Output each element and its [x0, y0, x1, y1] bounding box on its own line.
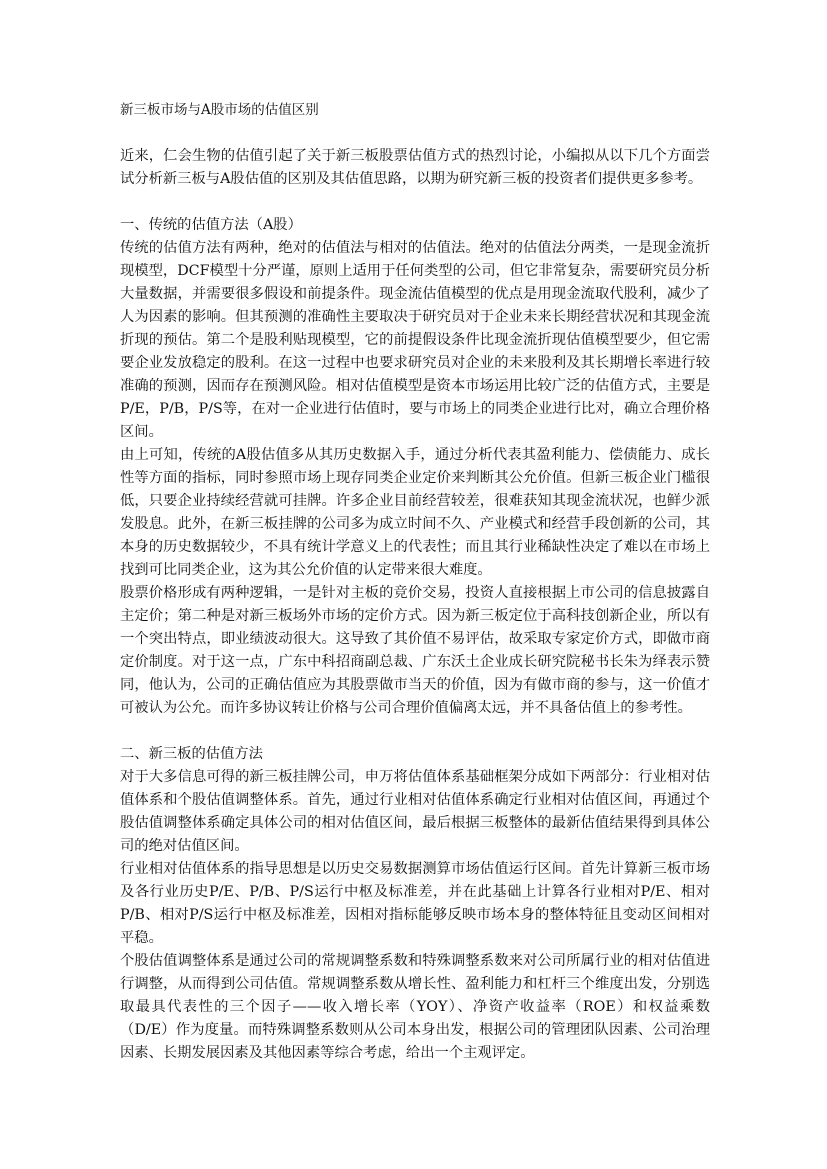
section-2-paragraph: 对于大多信息可得的新三板挂牌公司，申万将估值体系基础框架分成如下两部分：行业相对估值体系和个股估值调整体系。首先，通过行业相对估值体系确定行业相对估值区间，再通过个股估值调整体系确定具体公司的相对估值区间，最后根据三板整体的最新估值结果得到具体公司的绝对估值区间。: [120, 769, 710, 854]
document-page: [120, 99, 710, 1065]
paragraph-gap: [120, 191, 710, 214]
section-1-paragraph: 股票价格形成有两种逻辑，一是针对主板的竞价交易，投资人直接根据上市公司的信息披露自主定价；第二种是对新三板场外市场的定价方式。因为新三板定位于高科技创新企业，所以有一个突出特点，即业绩波动很大。这导致了其价值不易评估，故采取专家定价方式，即做市商定价制度。对于这一点，广东中科招商副总裁、广东沃土企业成长研究院秘书长朱为绎表示赞同，他认为，公司的正确估值应为其股票做市当天的价值，因为有做市商的参与，这一价值才可被认为公允。而许多协议转让价格与公司合理价值偏离太远，并不具备估值上的参考性。: [120, 585, 710, 716]
section-1-paragraph: 传统的估值方法有两种，绝对的估值法与相对的估值法。绝对的估值法分两类，一是现金流折现模型，DCF模型十分严谨，原则上适用于任何类型的公司，但它非常复杂，需要研究员分析大量数据，并需要很多假设和前提条件。现金流估值模型的优点是用现金流取代股利，减少了人为因素的影响。但其预测的准确性主要取决于研究员对于企业未来长期经营状况和其现金流折现的预估。第二个是股利贴现模型，它的前提假设条件比现金流折现估值模型要少，但它需要企业发放稳定的股利。在这一过程中也要求研究员对企业的未来股利及其长期增长率进行较准确的预测，因而存在预测风险。相对估值模型是资本市场运用比较广泛的估值方式，主要是P/E，P/B，P/S等，在对一企业进行估值时，要与市场上的同类企业进行比对，确立合理价格区间。: [120, 240, 710, 440]
section-2-paragraph: 行业相对估值体系的指导思想是以历史交易数据测算市场估值运行区间。首先计算新三板市场及各行业历史P/E、P/B、P/S运行中枢及标准差，并在此基础上计算各行业相对P/E、相对P/B、相对P/S运行中枢及标准差，因相对指标能够反映市场本身的整体特征且变动区间相对平稳。: [120, 861, 710, 946]
section-1-heading: 一、传统的估值方法（A股）: [120, 217, 302, 233]
paragraph-gap: [120, 720, 710, 743]
document-title: 新三板市场与A股市场的估值区别: [120, 102, 319, 118]
section-2-paragraph: 个股估值调整体系是通过公司的常规调整系数和特殊调整系数来对公司所属行业的相对估值进行调整，从而得到公司估值。常规调整系数从增长性、盈利能力和杠杆三个维度出发，分别选取最具代表性的三个因子——收入增长率（YOY）、净资产收益率（ROE）和权益乘数（D/E）作为度量。而特殊调整系数则从公司本身出发，根据公司的管理团队因素、公司治理因素、长期发展因素及其他因素等综合考虑，给出一个主观评定。: [120, 953, 710, 1061]
intro-paragraph: 近来，仁会生物的估值引起了关于新三板股票估值方式的热烈讨论，小编拟从以下几个方面尝试分析新三板与A股估值的区别及其估值思路，以期为研究新三板的投资者们提供更多参考。: [120, 148, 710, 187]
section-2-heading: 二、新三板的估值方法: [120, 746, 263, 762]
section-1-paragraph: 由上可知，传统的A股估值多从其历史数据入手，通过分析代表其盈利能力、偿债能力、成长性等方面的指标，同时参照市场上现存同类企业定价来判断其公允价值。但新三板企业门槛很低，只要企业持续经营就可挂牌。许多企业目前经营较差，很难获知其现金流状况，也鲜少派发股息。此外，在新三板挂牌的公司多为成立时间不久、产业模式和经营手段创新的公司，其本身的历史数据较少，不具有统计学意义上的代表性；而且其行业稀缺性决定了难以在市场上找到可比同类企业，这为其公允价值的认定带来很大难度。: [120, 447, 710, 578]
